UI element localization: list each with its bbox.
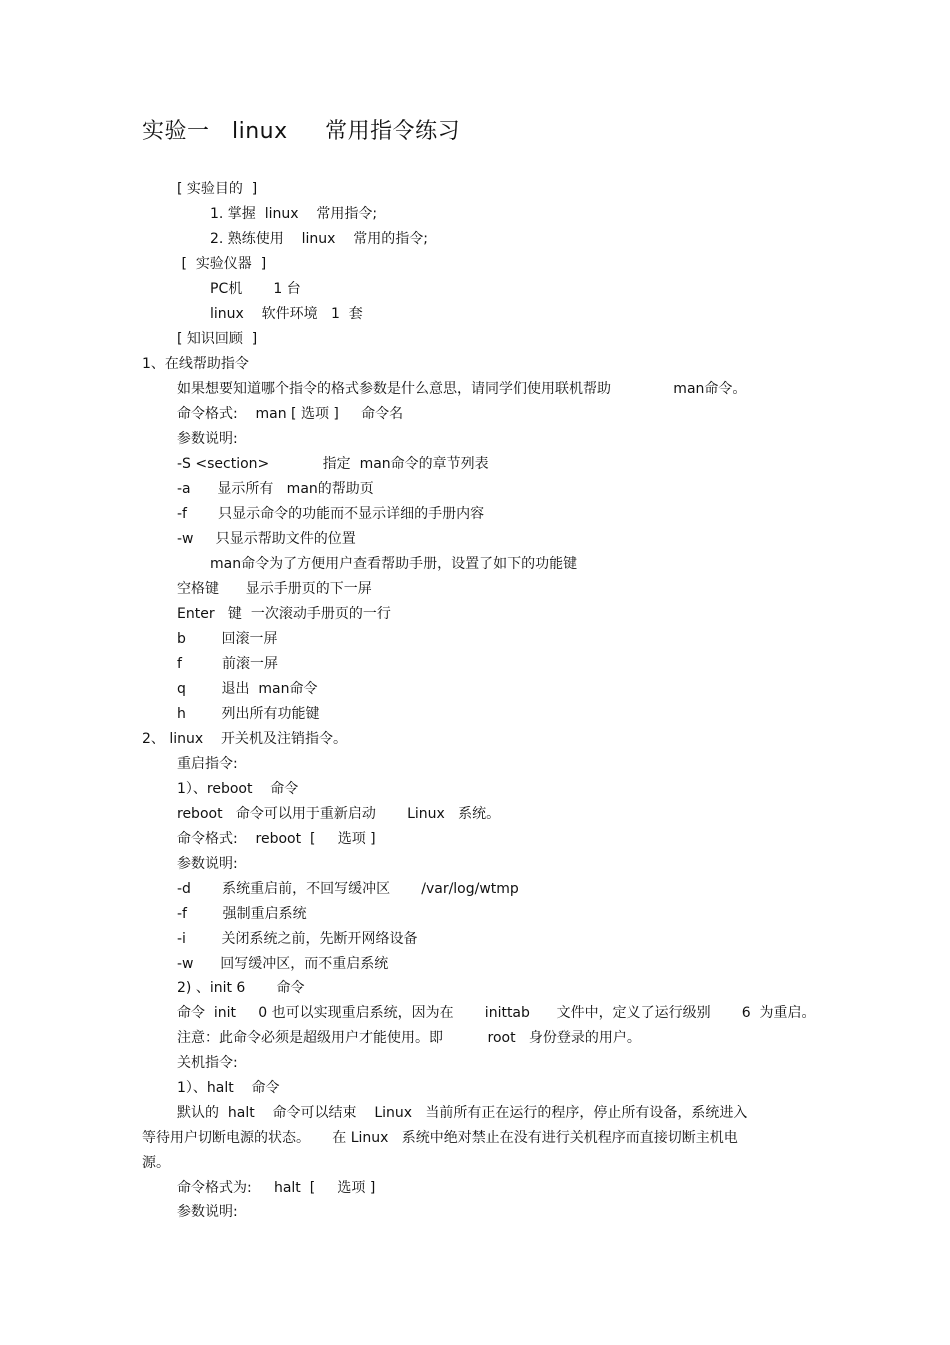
param-heading: 参数说明:: [177, 856, 238, 872]
section-knowledge-heading: [ 知识回顾 ]: [177, 331, 258, 347]
purpose-item-1: 1. 掌握 linux 常用指令;: [210, 206, 378, 222]
param-heading: 参数说明:: [177, 431, 238, 447]
key-item: Enter 键 一次滚动手册页的一行: [177, 606, 391, 622]
paragraph-text: 命令 init 0 也可以实现重启系统，因为在 inittab 文件中，定义了运行级别 6 为重启。: [177, 1005, 816, 1021]
document-title: 实验一 linux 常用指令练习: [142, 119, 461, 144]
param-item: -S <section> 指定 man命令的章节列表: [177, 456, 489, 472]
section-2-heading: 2、 linux 开关机及注销指令。: [142, 731, 347, 747]
command-format: 命令格式: reboot [ 选项 ]: [177, 831, 376, 847]
param-item: -f 强制重启系统: [177, 906, 307, 922]
param-item: -f 只显示命令的功能而不显示详细的手册内容: [177, 506, 485, 522]
section-1-heading: 1、在线帮助指令: [142, 356, 249, 372]
section-purpose-heading: [ 实验目的 ]: [177, 181, 258, 197]
param-item: -d 系统重启前，不回写缓冲区 /var/log/wtmp: [177, 881, 519, 897]
section-equipment-heading: [ 实验仪器 ]: [177, 256, 267, 272]
paragraph-text: 等待用户切断电源的状态。 在 Linux 系统中绝对禁止在没有进行关机程序而直接切断主机电: [142, 1130, 738, 1146]
param-item: -w 回写缓冲区，而不重启系统: [177, 956, 389, 972]
param-heading: 参数说明:: [177, 1204, 238, 1220]
key-item: f 前滚一屏: [177, 656, 278, 672]
command-format: 命令格式为: halt [ 选项 ]: [177, 1180, 376, 1196]
subheading: 关机指令:: [177, 1055, 238, 1071]
purpose-item-2: 2. 熟练使用 linux 常用的指令;: [210, 231, 428, 247]
paragraph-text: man命令为了方便用户查看帮助手册，设置了如下的功能键: [210, 556, 578, 572]
key-item: 空格键 显示手册页的下一屏: [177, 581, 372, 597]
paragraph-text: 默认的 halt 命令可以结束 Linux 当前所有正在运行的程序，停止所有设备，系统进入: [177, 1105, 748, 1121]
paragraph-text: 源。: [142, 1155, 170, 1171]
param-item: -i 关闭系统之前，先断开网络设备: [177, 931, 418, 947]
param-item: -a 显示所有 man的帮助页: [177, 481, 374, 497]
subheading: 重启指令:: [177, 756, 238, 772]
equipment-item-software: linux 软件环境 1 套: [210, 306, 363, 322]
key-item: h 列出所有功能键: [177, 706, 320, 722]
key-item: q 退出 man命令: [177, 681, 318, 697]
paragraph-text: reboot 命令可以用于重新启动 Linux 系统。: [177, 806, 501, 822]
note-text: 注意：此命令必须是超级用户才能使用。即 root 身份登录的用户。: [177, 1030, 641, 1046]
subheading: 1）、halt 命令: [177, 1080, 280, 1096]
paragraph-text: 如果想要知道哪个指令的格式参数是什么意思，请同学们使用联机帮助 man命令。: [177, 381, 747, 397]
command-format: 命令格式: man [ 选项 ] 命令名: [177, 406, 404, 422]
equipment-item-pc: PC机 1 台: [210, 281, 301, 297]
subheading: 2) 、init 6 命令: [177, 980, 305, 996]
key-item: b 回滚一屏: [177, 631, 278, 647]
subheading: 1）、reboot 命令: [177, 781, 299, 797]
param-item: -w 只显示帮助文件的位置: [177, 531, 356, 547]
